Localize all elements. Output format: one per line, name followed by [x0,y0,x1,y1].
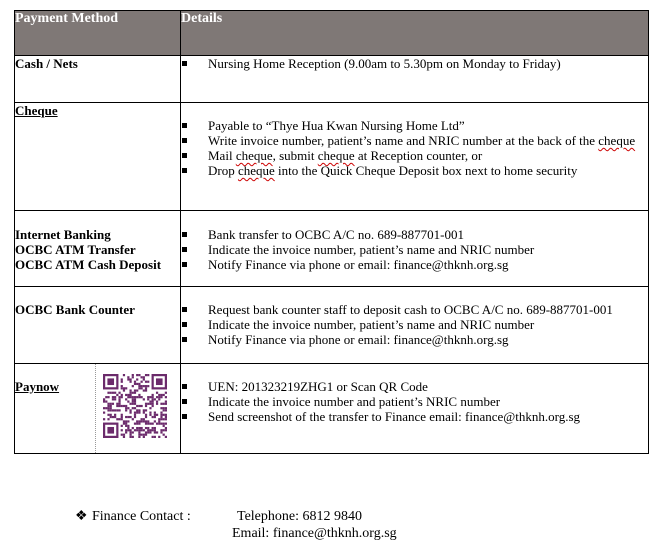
list-item: UEN: 201323219ZHG1 or Scan QR Code [181,379,648,394]
method-cell [15,56,181,103]
method-label: Cash / Nets [15,56,78,71]
details-list [181,118,648,178]
method-cell [15,211,181,287]
header-details: Details [181,11,649,56]
diamond-bullet-icon: ❖ [75,509,88,524]
details-cell [181,103,649,211]
list-item: Request bank counter staff to deposit cash to OCBC A/C no. 689-887701-001 [181,302,648,317]
method-cell [15,103,181,211]
details-cell [181,211,649,287]
method-cell [15,287,181,364]
table-row-bank-counter [15,287,649,364]
method-label: OCBC Bank Counter [15,302,135,317]
method-label: OCBC ATM Transfer [15,242,136,257]
details-cell [181,287,649,364]
list-item: Mail cheque, submit cheque at Reception counter, or [181,148,648,163]
list-item: Payable to “Thye Hua Kwan Nursing Home Ltd” [181,118,648,133]
contact-email: Email: finance@thknh.org.sg [232,526,397,541]
list-item: Notify Finance via phone or email: finance@thknh.org.sg [181,257,648,272]
finance-contact [75,508,397,542]
table-header-row [15,11,649,56]
list-item: Notify Finance via phone or email: finance@thknh.org.sg [181,332,648,347]
header-payment-method: Payment Method [15,11,181,56]
list-item: Indicate the invoice number, patient’s name and NRIC number [181,317,648,332]
list-item: Indicate the invoice number and patient’s NRIC number [181,394,648,409]
list-item: Send screenshot of the transfer to Finance email: finance@thknh.org.sg [181,409,648,424]
list-item: Indicate the invoice number, patient’s name and NRIC number [181,242,648,257]
details-list [181,379,648,424]
table-row-cheque [15,103,649,211]
details-cell [181,364,649,454]
list-item: Nursing Home Reception (9.00am to 5.30pm on Monday to Friday) [181,56,648,71]
payment-methods-table [14,10,649,454]
contact-label: Finance Contact : [92,509,191,524]
qr-code-icon[interactable] [103,374,167,438]
details-list [181,302,648,347]
details-list [181,56,648,71]
method-label: Paynow [15,379,60,394]
list-item: Write invoice number, patient’s name and NRIC number at the back of the cheque [181,133,648,148]
table-row-paynow [15,364,649,454]
contact-telephone: Telephone: 6812 9840 [237,509,362,524]
list-item: Bank transfer to OCBC A/C no. 689-887701-001 [181,227,648,242]
table-row-cash [15,56,649,103]
details-cell [181,56,649,103]
method-label: Internet Banking [15,227,111,242]
list-item: Drop cheque into the Quick Cheque Deposit box next to home security [181,163,648,178]
table-row-internet-banking [15,211,649,287]
method-label: OCBC ATM Cash Deposit [15,257,162,272]
method-cell [15,364,181,454]
method-label: Cheque [15,103,58,118]
cell-divider [95,364,96,453]
details-list [181,227,648,272]
